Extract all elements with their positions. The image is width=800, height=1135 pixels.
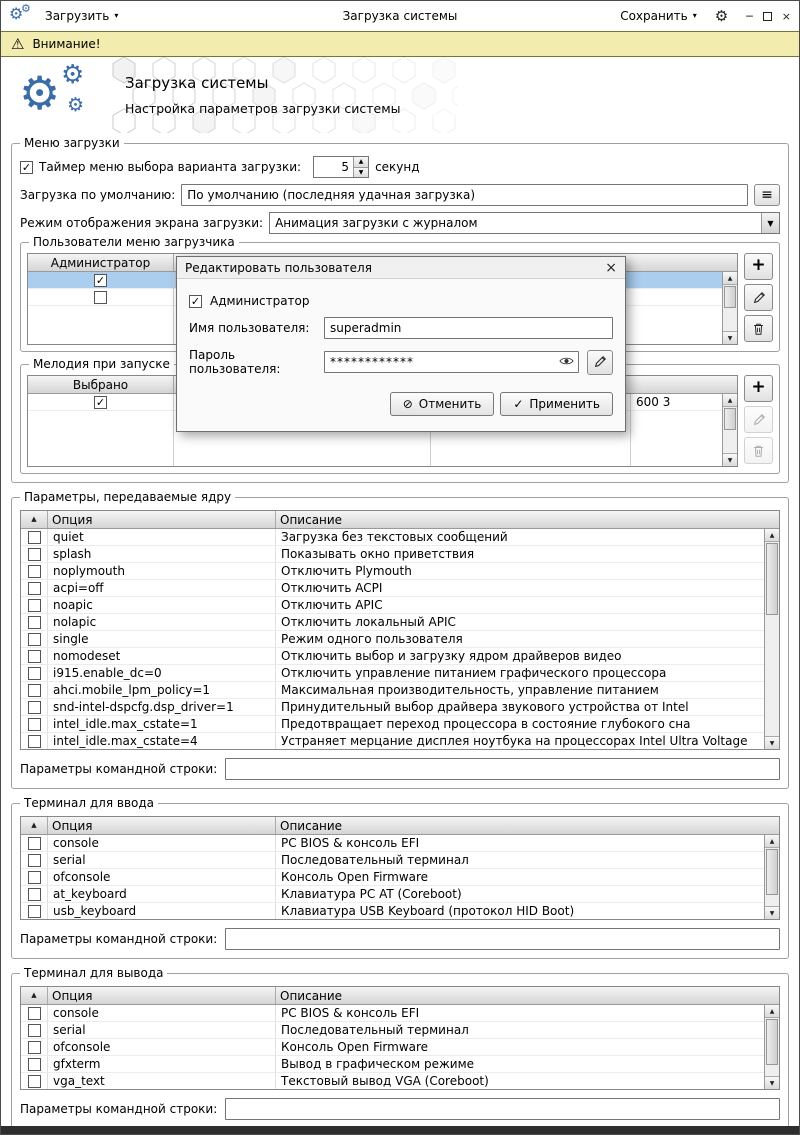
scroll-thumb[interactable] — [766, 1019, 778, 1065]
param-option-cell: single — [47, 631, 275, 647]
load-menu-button[interactable] — [41, 7, 122, 25]
input-terminal-row[interactable] — [21, 869, 764, 886]
param-description-cell: Отключить APIC — [275, 597, 764, 613]
kernel-param-row[interactable] — [21, 580, 764, 597]
warning-icon: ⚠ — [11, 34, 25, 53]
users-scrollbar[interactable] — [722, 272, 737, 344]
option-column-header[interactable]: Опция — [47, 987, 275, 1004]
user-admin-checkbox[interactable] — [94, 274, 107, 287]
kernel-param-row[interactable] — [21, 648, 764, 665]
cancel-label: Отменить — [418, 397, 482, 411]
terminal-description-cell: Консоль Open Firmware — [275, 1039, 764, 1055]
kernel-params-section — [11, 490, 789, 789]
edit-user-dialog — [176, 256, 626, 432]
terminal-option-cell: vga_text — [47, 1073, 275, 1089]
description-column-header[interactable]: Описание — [275, 817, 779, 834]
scroll-down-button[interactable]: ▼ — [723, 331, 737, 344]
eye-icon[interactable] — [559, 355, 574, 369]
dialog-admin-checkbox[interactable] — [189, 295, 202, 308]
scroll-up-button[interactable]: ▲ — [765, 529, 779, 542]
terminal-checkbox[interactable] — [28, 888, 41, 901]
terminal-description-cell: Консоль Open Firmware — [275, 869, 764, 885]
param-description-cell: Отключить локальный APIC — [275, 614, 764, 630]
scroll-down-button[interactable]: ▼ — [723, 453, 737, 466]
cancel-button[interactable] — [390, 392, 495, 416]
param-description-cell: Отключить Plymouth — [275, 563, 764, 579]
users-legend: Пользователи меню загрузчика — [29, 235, 239, 249]
chevron-down-icon: ▾ — [692, 11, 697, 20]
sort-column-header[interactable] — [21, 987, 47, 1004]
kernel-params-legend: Параметры, передаваемые ядру — [20, 490, 235, 504]
add-user-button[interactable] — [744, 253, 773, 280]
kernel-param-row[interactable] — [21, 563, 764, 580]
username-input[interactable] — [324, 317, 613, 339]
load-menu-label: Загрузить — [45, 9, 110, 23]
kernel-param-row[interactable] — [21, 682, 764, 699]
dialog-titlebar — [177, 257, 625, 279]
terminal-option-cell: gfxterm — [47, 1056, 275, 1072]
param-checkbox[interactable] — [28, 667, 41, 680]
terminal-description-cell: Клавиатура PC AT (Coreboot) — [275, 886, 764, 902]
param-checkbox[interactable] — [28, 633, 41, 646]
sort-asc-icon: ▲ — [31, 821, 37, 829]
default-boot-label: Загрузка по умолчанию: — [20, 188, 176, 202]
warning-text: Внимание! — [32, 37, 101, 51]
terminal-description-cell: Вывод в графическом режиме — [275, 1056, 764, 1072]
option-column-header[interactable]: Опция — [47, 817, 275, 834]
dialog-buttons — [189, 392, 613, 416]
param-checkbox[interactable] — [28, 548, 41, 561]
output-terminal-table — [20, 986, 780, 1090]
timer-checkbox[interactable] — [20, 161, 33, 174]
warning-banner — [1, 31, 799, 57]
scroll-up-button[interactable]: ▲ — [765, 835, 779, 848]
terminal-checkbox[interactable] — [28, 871, 41, 884]
app-logo-gears-icon: ⚙ ⚙ ⚙ — [19, 60, 85, 120]
output-terminal-section — [11, 966, 789, 1129]
hamburger-icon: ≡ — [761, 187, 773, 203]
input-terminal-row[interactable] — [21, 852, 764, 869]
kernel-cmdline-label: Параметры командной строки: — [20, 762, 218, 776]
terminal-checkbox[interactable] — [28, 1024, 41, 1037]
sort-column-header[interactable] — [21, 817, 47, 834]
timer-row — [20, 156, 780, 178]
output-terminal-scrollbar[interactable] — [764, 1005, 779, 1089]
check-icon: ✓ — [513, 397, 524, 411]
sort-column-header[interactable] — [21, 511, 47, 528]
scroll-down-button[interactable]: ▼ — [765, 1076, 779, 1089]
window-controls — [746, 11, 791, 22]
param-option-cell: noapic — [47, 597, 275, 613]
scroll-thumb[interactable] — [766, 849, 778, 895]
input-terminal-scrollbar[interactable] — [764, 835, 779, 919]
default-boot-menu-button[interactable] — [754, 184, 780, 206]
app-gears-icon: ⚙ ⚙ — [9, 2, 31, 23]
param-checkbox[interactable] — [28, 582, 41, 595]
input-terminal-section — [11, 796, 789, 959]
timer-spinner-value[interactable]: 5 — [341, 160, 350, 174]
terminal-description-cell: PC BIOS & консоль EFI — [275, 835, 764, 851]
username-label: Имя пользователя: — [189, 321, 310, 335]
param-option-cell: noplymouth — [47, 563, 275, 579]
description-column-header[interactable]: Описание — [275, 511, 779, 528]
sort-asc-icon: ▲ — [31, 991, 37, 999]
terminal-checkbox[interactable] — [28, 837, 41, 850]
output-terminal-legend: Терминал для вывода — [20, 966, 167, 980]
sort-asc-icon: ▲ — [31, 515, 37, 523]
minimize-button[interactable]: ─ — [746, 9, 753, 23]
page-header — [1, 57, 799, 133]
input-cmdline-row — [20, 928, 780, 950]
kernel-param-row[interactable] — [21, 546, 764, 563]
delete-user-button[interactable] — [744, 315, 773, 342]
input-terminal-table-body — [21, 835, 764, 920]
param-checkbox[interactable] — [28, 650, 41, 663]
scroll-thumb[interactable] — [724, 408, 736, 430]
terminal-option-cell: console — [47, 1005, 275, 1021]
page-subtitle: Настройка параметров загрузки системы — [125, 101, 401, 116]
input-terminal-row[interactable] — [21, 903, 764, 920]
terminal-description-cell: Последовательный терминал — [275, 852, 764, 868]
scroll-down-button[interactable]: ▼ — [765, 736, 779, 749]
param-option-cell: ahci.mobile_lpm_policy=1 — [47, 682, 275, 698]
plus-icon: + — [751, 255, 766, 275]
bottom-bar — [1, 1126, 799, 1134]
param-description-cell: Отключить ACPI — [275, 580, 764, 596]
option-column-header[interactable]: Опция — [47, 511, 275, 528]
param-option-cell: intel_idle.max_cstate=1 — [47, 716, 275, 732]
scroll-up-button[interactable]: ▲ — [765, 1005, 779, 1018]
boot-menu-legend: Меню загрузки — [20, 136, 124, 150]
titlebar — [1, 1, 799, 31]
display-mode-select[interactable] — [269, 212, 780, 234]
kernel-param-row[interactable] — [21, 597, 764, 614]
settings-gear-button[interactable]: ⚙ — [714, 6, 729, 25]
output-terminal-row[interactable] — [21, 1056, 764, 1073]
terminal-description-cell: Текстовый вывод VGA (Coreboot) — [275, 1073, 764, 1089]
page-title: Загрузка системы — [125, 74, 269, 92]
kernel-params-table — [20, 510, 780, 750]
default-boot-row — [20, 184, 780, 206]
add-melody-button[interactable] — [744, 375, 773, 402]
apply-label: Применить — [529, 397, 600, 411]
kernel-param-row[interactable] — [21, 529, 764, 546]
save-menu-button[interactable] — [616, 7, 701, 25]
kernel-param-row[interactable] — [21, 716, 764, 733]
output-cmdline-input[interactable] — [225, 1098, 780, 1120]
timer-unit-label: секунд — [375, 160, 420, 174]
param-checkbox[interactable] — [28, 718, 41, 731]
terminal-description-cell: Клавиатура USB Keyboard (протокол HID Boot) — [275, 903, 764, 919]
terminal-option-cell: serial — [47, 852, 275, 868]
pencil-icon — [593, 355, 607, 369]
output-terminal-row[interactable] — [21, 1039, 764, 1056]
param-description-cell: Отключить управление питанием графического процессора — [275, 665, 764, 681]
melody-value-cell: 600 3 — [630, 394, 722, 410]
spinner-up-button[interactable]: ▲ — [354, 157, 368, 167]
terminal-checkbox[interactable] — [28, 1058, 41, 1071]
trash-icon — [752, 322, 765, 336]
output-terminal-table-body — [21, 1005, 764, 1090]
param-option-cell: i915.enable_dc=0 — [47, 665, 275, 681]
kernel-param-row[interactable] — [21, 699, 764, 716]
param-option-cell: quiet — [47, 529, 275, 545]
kernel-table-body — [21, 529, 764, 750]
input-terminal-table — [20, 816, 780, 920]
param-description-cell: Принудительный выбор драйвера звукового устройства от Intel — [275, 699, 764, 715]
scroll-up-button[interactable]: ▲ — [723, 394, 737, 407]
users-buttons — [744, 253, 773, 342]
param-checkbox[interactable] — [28, 599, 41, 612]
melody-checkbox[interactable] — [94, 396, 107, 409]
maximize-button[interactable] — [763, 12, 772, 21]
dialog-body — [177, 279, 625, 426]
scroll-down-button[interactable]: ▼ — [765, 906, 779, 919]
trash-icon — [752, 444, 765, 458]
pencil-icon — [752, 291, 766, 305]
input-terminal-table-header — [21, 817, 779, 835]
param-checkbox[interactable] — [28, 735, 41, 748]
terminal-checkbox[interactable] — [28, 1075, 41, 1088]
scroll-up-button[interactable]: ▲ — [723, 272, 737, 285]
param-option-cell: splash — [47, 546, 275, 562]
timer-spinner[interactable] — [313, 156, 369, 178]
terminal-option-cell: ofconsole — [47, 1039, 275, 1055]
melody-buttons — [744, 375, 773, 464]
pencil-icon — [752, 413, 766, 427]
output-cmdline-row — [20, 1098, 780, 1120]
combo-chevron-down-icon: ▼ — [761, 213, 779, 233]
delete-melody-button[interactable] — [744, 437, 773, 464]
param-description-cell: Предотвращает переход процессора в состояние глубокого сна — [275, 716, 764, 732]
terminal-option-cell: ofconsole — [47, 869, 275, 885]
param-description-cell: Отключить выбор и загрузку ядром драйверов видео — [275, 648, 764, 664]
user-admin-checkbox[interactable] — [94, 291, 107, 304]
chevron-down-icon: ▾ — [114, 11, 119, 20]
kernel-param-row[interactable] — [21, 665, 764, 682]
param-checkbox[interactable] — [28, 565, 41, 578]
kernel-scrollbar[interactable] — [764, 529, 779, 749]
param-option-cell: acpi=off — [47, 580, 275, 596]
dialog-close-button[interactable]: × — [605, 259, 617, 276]
terminal-option-cell: serial — [47, 1022, 275, 1038]
input-terminal-legend: Терминал для ввода — [20, 796, 158, 810]
output-terminal-row[interactable] — [21, 1005, 764, 1022]
param-description-cell: Режим одного пользователя — [275, 631, 764, 647]
terminal-description-cell: PC BIOS & консоль EFI — [275, 1005, 764, 1021]
melody-scrollbar[interactable] — [722, 394, 737, 466]
password-label: Пароль пользователя: — [189, 348, 281, 376]
password-input[interactable] — [324, 351, 579, 373]
kernel-cmdline-input[interactable] — [225, 758, 780, 780]
dialog-admin-label: Администратор — [210, 294, 310, 308]
param-option-cell: nomodeset — [47, 648, 275, 664]
scroll-thumb[interactable] — [766, 543, 778, 615]
display-mode-row — [20, 212, 780, 234]
kernel-table-header — [21, 511, 779, 529]
param-option-cell: nolapic — [47, 614, 275, 630]
admin-column-header[interactable]: Администратор — [50, 255, 151, 270]
param-description-cell: Загрузка без текстовых сообщений — [275, 529, 764, 545]
kernel-param-row[interactable] — [21, 733, 764, 750]
cancel-icon: ⊘ — [402, 397, 413, 411]
output-terminal-row[interactable] — [21, 1073, 764, 1090]
terminal-description-cell: Последовательный терминал — [275, 1022, 764, 1038]
dialog-admin-row — [189, 294, 613, 308]
param-description-cell: Максимальная производительность, управление питанием — [275, 682, 764, 698]
output-cmdline-label: Параметры командной строки: — [20, 1102, 218, 1116]
param-description-cell: Показывать окно приветствия — [275, 546, 764, 562]
terminal-option-cell: at_keyboard — [47, 886, 275, 902]
terminal-checkbox[interactable] — [28, 905, 41, 918]
description-column-header[interactable]: Описание — [275, 987, 779, 1004]
scroll-thumb[interactable] — [724, 286, 736, 308]
param-checkbox[interactable] — [28, 616, 41, 629]
kernel-param-row[interactable] — [21, 631, 764, 648]
window-title: Загрузка системы — [342, 9, 458, 23]
param-checkbox[interactable] — [28, 701, 41, 714]
display-mode-label: Режим отображения экрана загрузки: — [20, 216, 264, 230]
terminal-checkbox[interactable] — [28, 854, 41, 867]
output-terminal-table-header — [21, 987, 779, 1005]
param-description-cell: Устраняет мерцание дисплея ноутбука на процессорах Intel Ultra Voltage — [275, 733, 764, 749]
terminal-checkbox[interactable] — [28, 1041, 41, 1054]
param-option-cell: intel_idle.max_cstate=4 — [47, 733, 275, 749]
input-terminal-row[interactable] — [21, 886, 764, 903]
melody-legend: Мелодия при запуске — [29, 357, 174, 371]
edit-user-button[interactable] — [744, 284, 773, 311]
param-option-cell: snd-intel-dspcfg.dsp_driver=1 — [47, 699, 275, 715]
dialog-password-row — [189, 348, 613, 376]
plus-icon: + — [751, 377, 766, 397]
display-mode-value: Анимация загрузки с журналом — [275, 216, 478, 230]
input-cmdline-label: Параметры командной строки: — [20, 932, 218, 946]
save-menu-label: Сохранить — [620, 9, 688, 23]
selected-column-header[interactable]: Выбрано — [72, 377, 129, 392]
kernel-param-row[interactable] — [21, 614, 764, 631]
edit-melody-button[interactable] — [744, 406, 773, 433]
default-boot-input[interactable] — [181, 184, 748, 206]
input-cmdline-input[interactable] — [225, 928, 780, 950]
terminal-checkbox[interactable] — [28, 1007, 41, 1020]
input-terminal-row[interactable] — [21, 835, 764, 852]
dialog-username-row — [189, 317, 613, 339]
spinner-down-button[interactable]: ▼ — [354, 167, 368, 178]
timer-label: Таймер меню выбора варианта загрузки: — [39, 160, 302, 174]
edit-password-button[interactable] — [587, 350, 613, 375]
output-terminal-row[interactable] — [21, 1022, 764, 1039]
dialog-title: Редактировать пользователя — [185, 260, 372, 275]
kernel-cmdline-row — [20, 758, 780, 780]
param-checkbox[interactable] — [28, 684, 41, 697]
apply-button[interactable] — [500, 392, 613, 416]
terminal-option-cell: console — [47, 835, 275, 851]
param-checkbox[interactable] — [28, 531, 41, 544]
terminal-option-cell: usb_keyboard — [47, 903, 275, 919]
close-button[interactable]: × — [781, 9, 791, 23]
